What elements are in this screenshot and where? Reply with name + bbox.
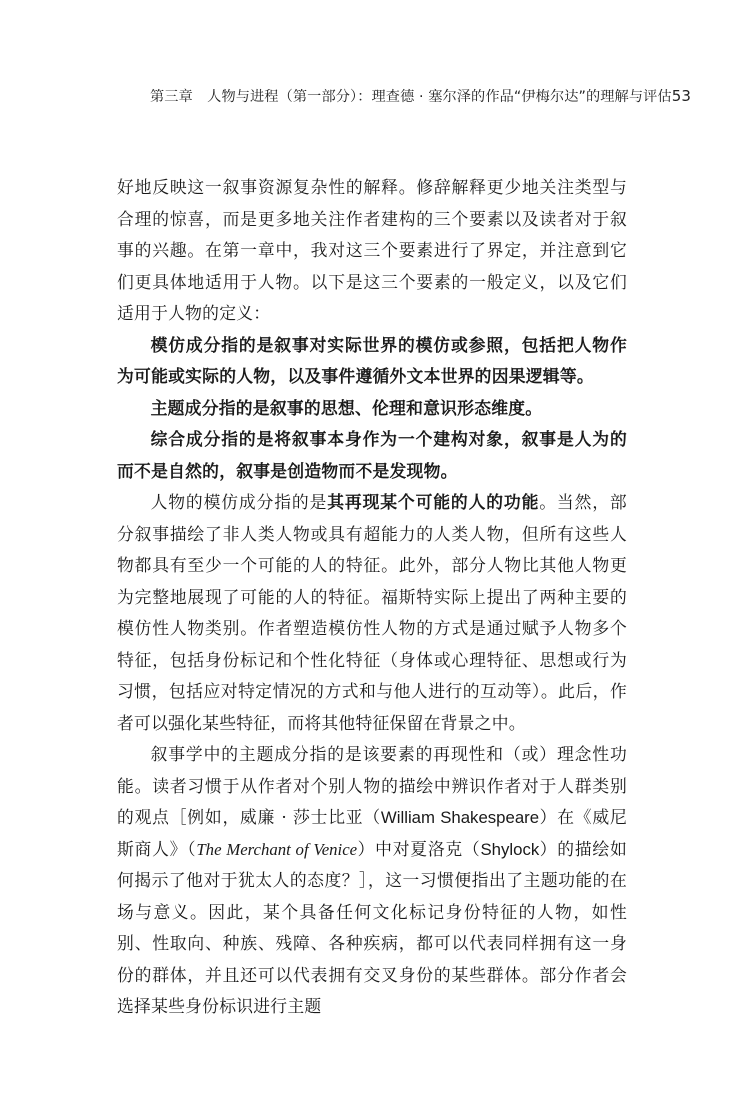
body-text [117,172,627,1023]
paragraph-continued: 好地反映这一叙事资源复杂性的解释。修辞解释更少地关注类型与合理的惊喜，而是更多地关注作者建构的三个要素以及读者对于叙事的兴趣。在第一章中，我对这三个要素进行了界定，并注意到它们更具体地适用于人物。以下是这三个要素的一般定义，以及它们适用于人物的定义： [117,177,627,323]
paragraph-mimetic-component [117,487,627,739]
text-span: ）的描绘如何揭示了他对于犹太人的态度？］，这一习惯便指出了主题功能的在场与意义。因此，某个具备任何文化标记身份特征的人物，如性别、性取向、种族、残障、各种疾病，都可以代表同样拥有这一身份的群体，并且还可以代表拥有交叉身份的某些群体。部分作者会选择某些身份标识进行主题 [117,838,627,1016]
text-span: 。当然，部分叙事描绘了非人类人物或具有超能力的人类人物，但所有这些人物都具有至少一个可能的人的特征。此外，部分人物比其他人物更为完整地展现了可能的人的特征。福斯特实际上提出了两种主要的模仿性人物类别。作者塑造模仿性人物的方式是通过赋予人物多个特征，包括身份标记和个性化特征（身体或心理特征、思想或行为习惯，包括应对特定情况的方式和与他人进行的互动等）。此后，作者可以强化某些特征，而将其他特征保留在背景之中。 [117,492,627,733]
page-number: 53 [671,87,691,105]
character-name-english: Shylock [480,839,540,859]
paragraph-thematic-component [117,739,627,1023]
work-title-english: The Merchant of Venice [196,839,358,859]
text-span: ）中对夏洛克（ [357,838,481,859]
text-span: ）在《威尼斯商人》（ [117,807,627,859]
chapter-running-title: 第三章 人物与进程（第一部分）：理查德 · 塞尔泽的作品“伊梅尔达”的理解与评估 [150,89,672,105]
definition-synthetic: 综合成分指的是将叙事本身作为一个建构对象，叙事是人为的而不是自然的，叙事是创造物而不是发现物。 [117,429,627,481]
author-name-english: William Shakespeare [380,808,540,827]
definition-mimetic: 模仿成分指的是叙事对实际世界的模仿或参照，包括把人物作为可能或实际的人物，以及事件遵循外文本世界的因果逻辑等。 [117,334,627,386]
text-span: 人物的模仿成分指的是 [150,492,328,512]
text-span: 叙事学中的主题成分指的是该要素的再现性和（或）理念性功能。读者习惯于从作者对个别人物的描绘中辨识作者对于人群类别的观点［例如，威廉 · 莎士比亚（ [117,744,627,827]
definition-thematic: 主题成分指的是叙事的思想、伦理和意识形态维度。 [150,397,543,418]
running-header [150,86,691,106]
emphasis-text: 其再现某个可能的人的功能 [327,492,540,512]
